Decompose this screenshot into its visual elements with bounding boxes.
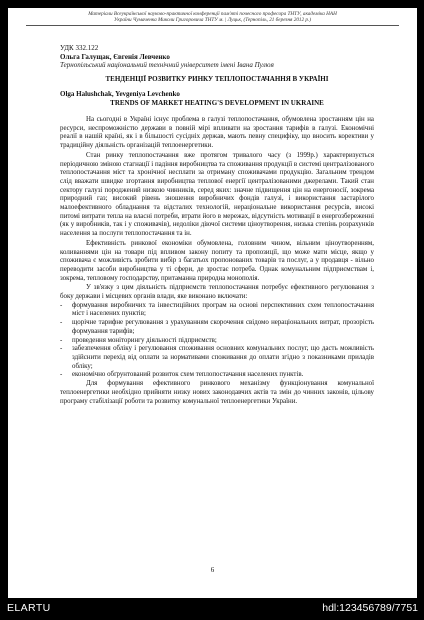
list-item: - щорічне тарифне регулювання з урахуванням скорочення свідомо нераціональних витрат, прозорість формування тарифів; [60,319,374,336]
article-body [60,44,374,406]
handle-identifier: hdl:123456789/7751 [322,602,418,614]
authors-en: Olga Halushchak, Yevgeniya Levchenko [60,90,180,98]
paragraph: На сьогодні в Україні існує проблема в галузі теплопостачання, обумовлена зростанням цін на ресурси, неспроможністю держави в повній мірі впливати на зростання тарифів в галузі. Економічні реалії в нашій країні, як і в більшості сусідніх держав, мають певну специфіку, що вносить корективи у традиційну діяльність організацій теплоенергетики. [60,116,374,150]
title-ua: ТЕНДЕНЦІЇ РОЗВИТКУ РИНКУ ТЕПЛОПОСТАЧАННЯ В УКРАЇНІ [105,74,329,83]
requirements-list [60,302,374,380]
affiliation: Тернопільський національний технічний університет імені Івана Пулюя [60,61,274,69]
page-number: 6 [210,566,215,574]
paragraph: Стан ринку теплопостачання вже протягом тривалого часу (з 1999р.) характеризується періодичною зміною стагнації і падіння виробництва та споживання продукції в системі централізованого теплопостачання міст та хронічної несплати за отриману споживачами продукцію. Загальним трендом слід вважати швидке згортання виробництва теплової енергії централізованими джерелами. Такий стан сектору галузі породжений низкою чинників, серед яких: значне підвищення цін на енергоносії, зокрема природний газ; високий рівень зношення виробничих фондів галузі, і використання застарілого малоефективного обладнання та відсталих технологій, нераціональне використання ресурсів, високі питомі витрати тепла на власні потреби, втрати його в мережах, відсутність мотивації в енергозбереженні (як у виробників, так і у споживачів), недоліки діючої системи ціноутворення, низька степінь розрахунків населення за послуги теплопостачання та ін. [60,151,374,238]
repository-label: ELARTU [7,602,51,614]
list-item: - забезпечення обліку і регулювання споживання основних комунальних послуг, що дасть можливість здійснити перехід від оплати за нормативами споживання до оплати згідно з показниками приладів обліку; [60,345,374,371]
closing-paragraph: Для формування ефективного ринкового механізму функціонування комунальної теплоенергетики необхідно прийняти низку нових законодавчих актів та змін до чинних законів, цільову програму стабілізації роботи та розвитку комунальної теплоенергетики України. [60,380,374,405]
title-en: TRENDS OF MARKET HEATING'S DEVELOPMENT IN UKRAINE [110,98,324,107]
paragraph: Ефективність ринкової економіки обумовлена, головним чином, вільним ціноутворенням, коливаннями цін на товари під впливом закону попиту та пропозиції, що може мати місце, якщо у споживача є можливість зробити вибір з багатьох пропонованих товарів та послуг, а у продавця - вільно переводити засоби виробництва у ті сфери, де зростає потреба. Однак комунальним підприємствам і, зокрема, тепловому господарству, притаманна природна монополія. [60,239,374,282]
running-header [26,11,399,26]
document-page [8,8,417,598]
paragraph: У зв'язку з цим діяльність підприємств теплопостачання потребує ефективного регулювання з боку держави і місцевих органів влади, яке виконано включати: [60,284,374,301]
list-item: - формування виробничих та інвестиційних програм на основі перспективних схем теплопостачання міст і населених пунктів; [60,302,374,319]
header-line-1: Матеріали Всеукраїнської науково-практичної конференції пам'яті почесного професора ТНТУ, академіка НАН [88,11,337,17]
udk-code: УДК 332.122 [60,44,99,52]
header-line-2: України Чумаченка Миколи Григоровича ТНТУ м. | Луцьк, (Тернопіль, 21 березня 2012 р.) [113,17,312,24]
list-item: - економічно обґрунтований розвиток схем теплопостачання населених пунктів. [60,371,374,380]
list-item: - проведення моніторингу діяльності підприємств; [60,337,374,346]
authors-ua: Ольга Галущак, Євгенія Левченко [60,52,170,61]
